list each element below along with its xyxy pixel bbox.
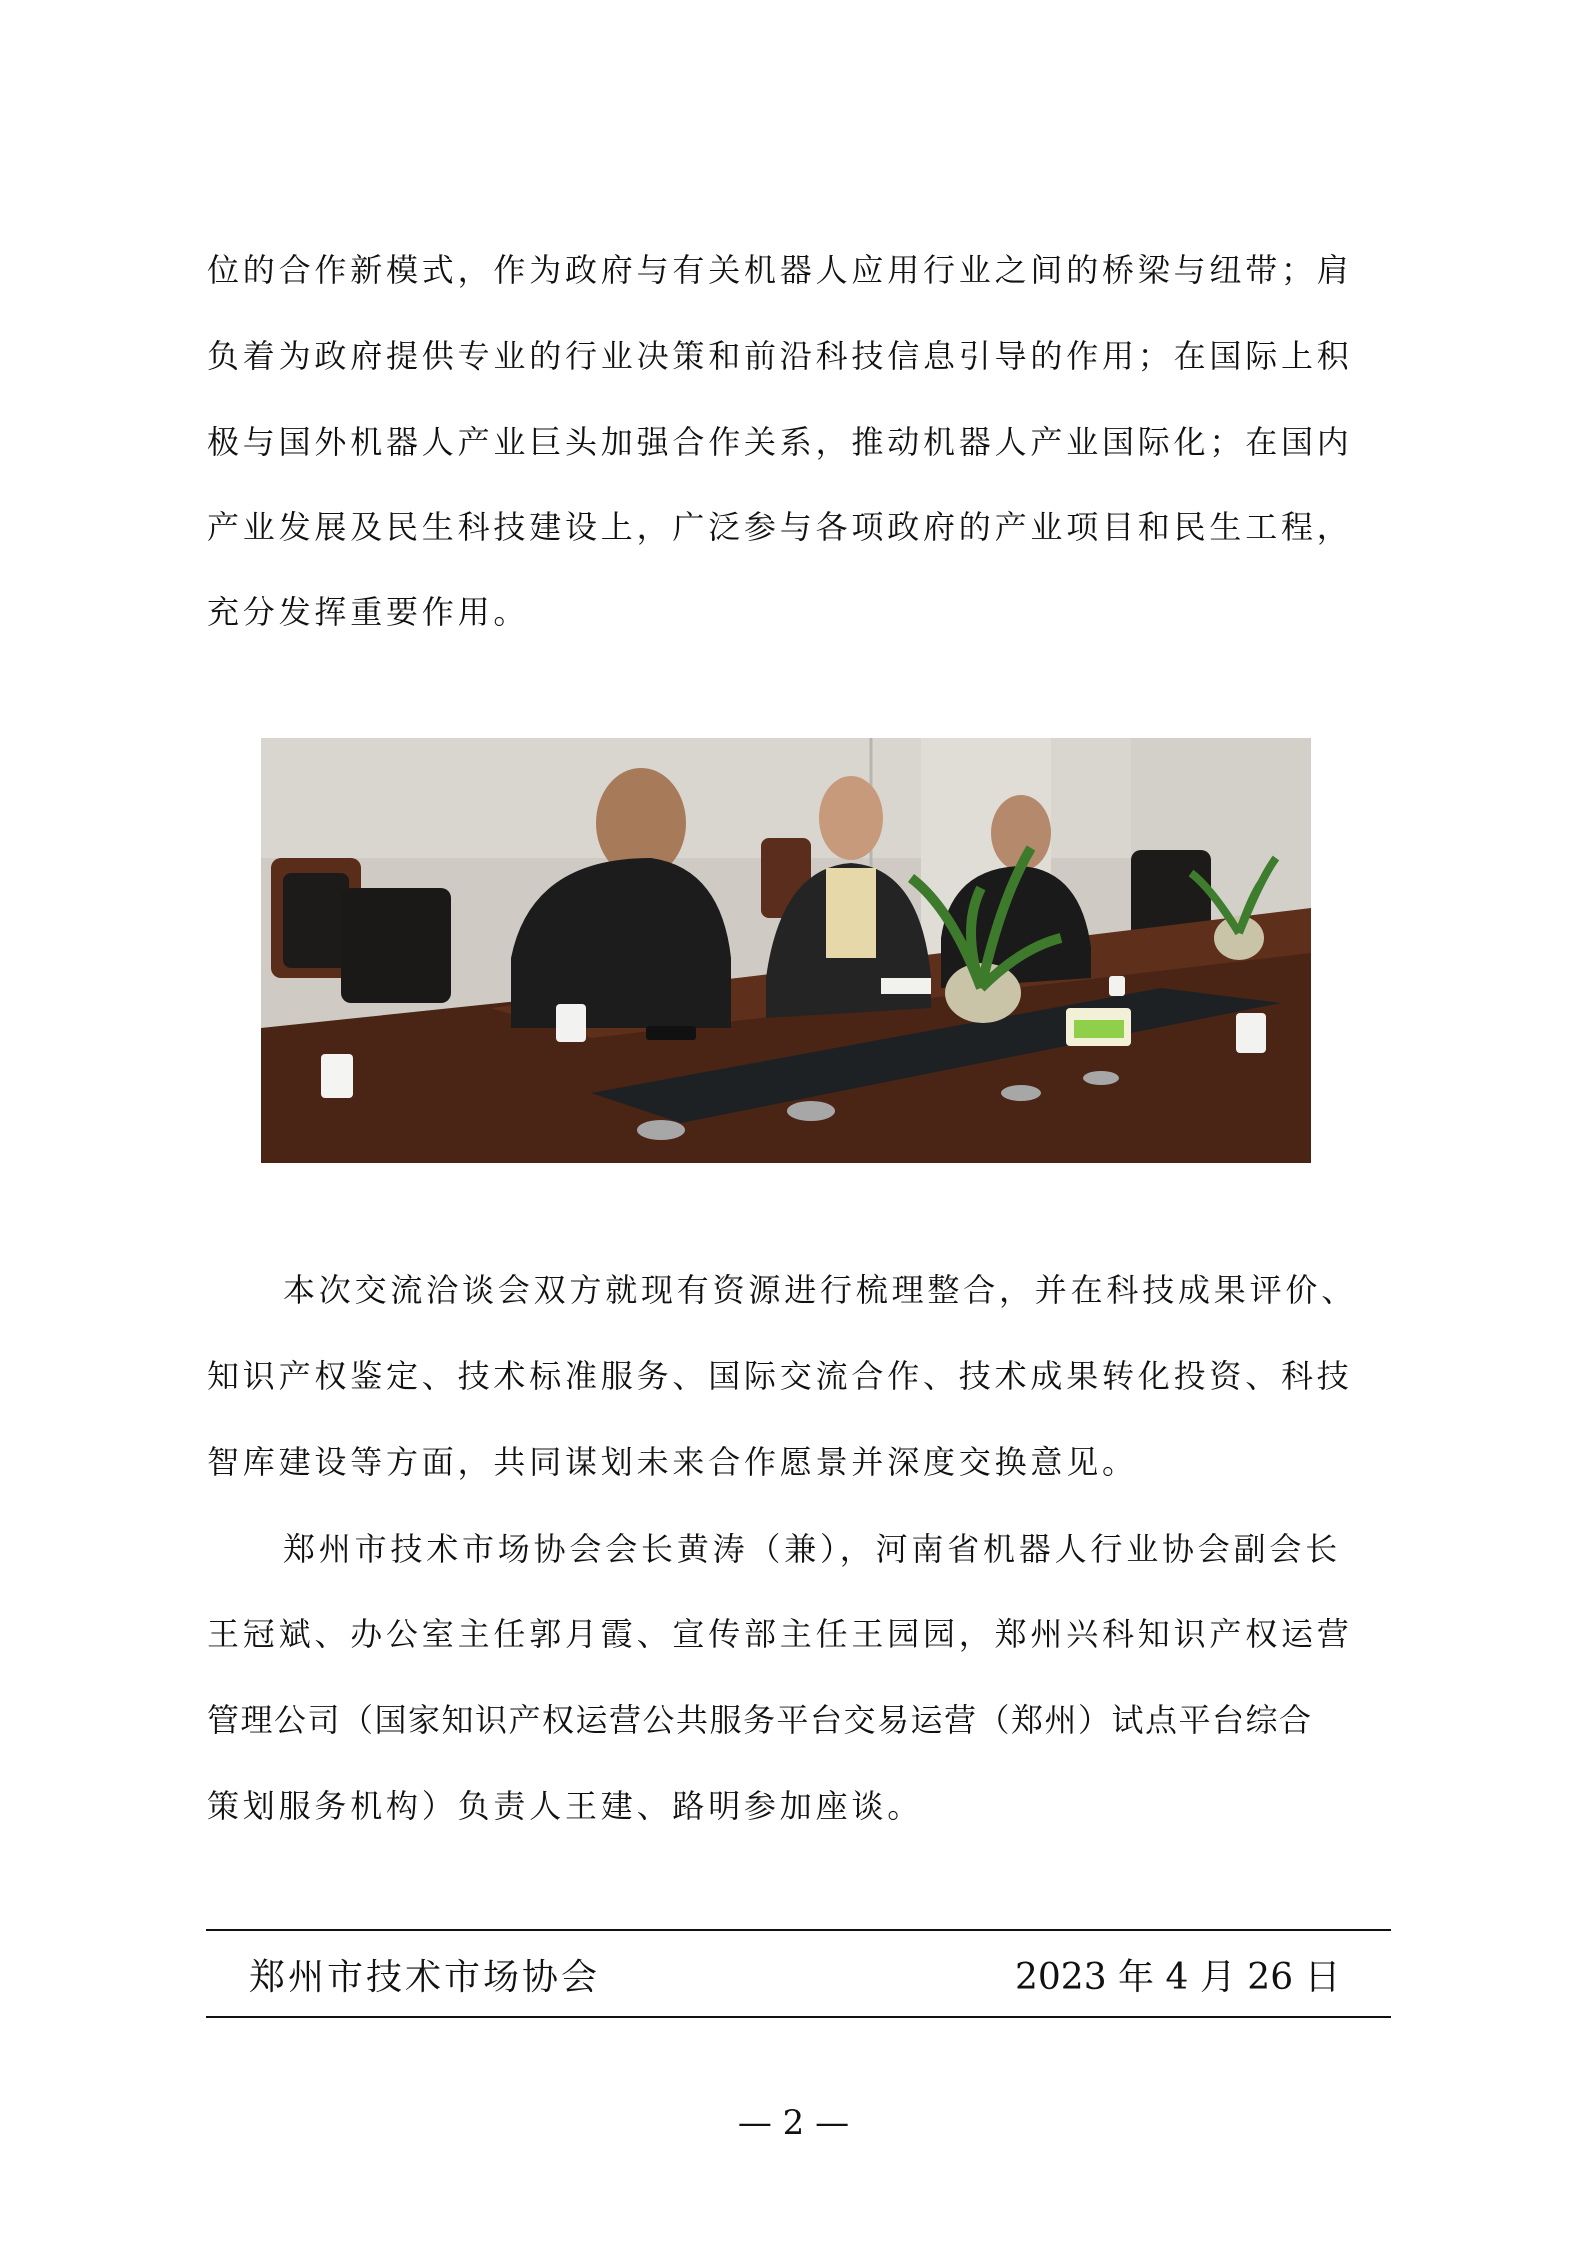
footer-top-rule [206, 1929, 1391, 1931]
para1-line-2: 负着为政府提供专业的行业决策和前沿科技信息引导的作用；在国际上积 [207, 337, 1353, 375]
page-number: — 2 — [737, 2103, 850, 2143]
para3-line-2: 王冠斌、办公室主任郭月霞、宣传部主任王园园，郑州兴科知识产权运营 [207, 1615, 1353, 1653]
para2-line-3: 智库建设等方面，共同谋划未来合作愿景并深度交换意见。 [207, 1443, 1138, 1481]
para1-line-1: 位的合作新模式，作为政府与有关机器人应用行业之间的桥梁与纽带；肩 [207, 251, 1353, 289]
para1-line-4: 产业发展及民生科技建设上，广泛参与各项政府的产业项目和民生工程， [207, 508, 1353, 546]
para3-line-4: 策划服务机构）负责人王建、路明参加座谈。 [207, 1787, 924, 1825]
para1-line-5: 充分发挥重要作用。 [207, 593, 530, 631]
para2-line-2: 知识产权鉴定、技术标准服务、国际交流合作、技术成果转化投资、科技 [207, 1357, 1353, 1395]
footer-date: 2023 年 4 月 26 日 [1015, 1957, 1341, 1998]
meeting-photo [261, 738, 1311, 1163]
footer-bottom-rule [206, 2016, 1391, 2018]
para3-line-1: 郑州市技术市场协会会长黄涛（兼），河南省机器人行业协会副会长 [283, 1530, 1342, 1568]
footer-organization: 郑州市技术市场协会 [249, 1957, 601, 1998]
para1-line-3: 极与国外机器人产业巨头加强合作关系，推动机器人产业国际化；在国内 [207, 423, 1353, 461]
para3-line-3: 管理公司（国家知识产权运营公共服务平台交易运营（郑州）试点平台综合 [207, 1701, 1313, 1739]
para2-line-1: 本次交流洽谈会双方就现有资源进行梳理整合，并在科技成果评价、 [283, 1271, 1358, 1309]
